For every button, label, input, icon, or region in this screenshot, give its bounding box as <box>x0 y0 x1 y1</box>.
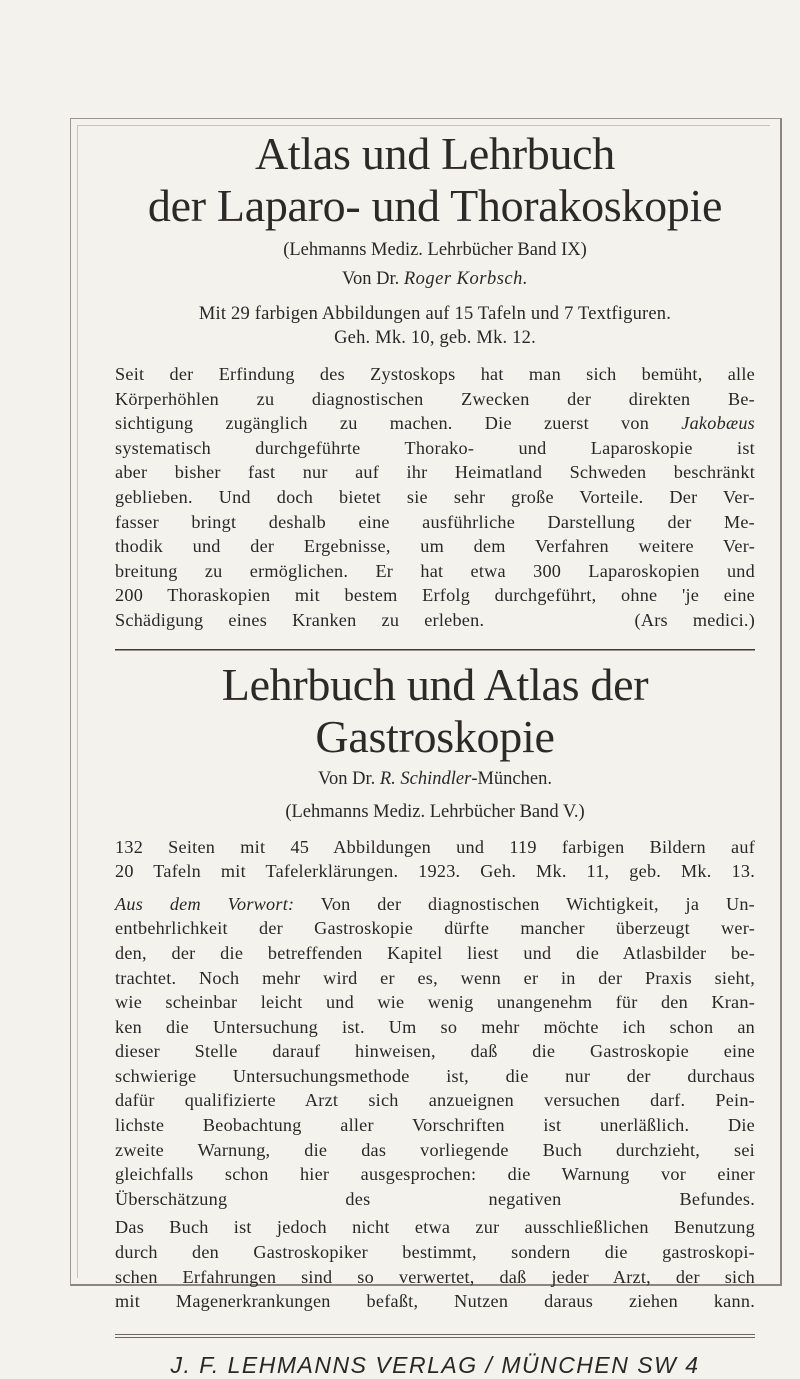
book1-meta-line2: Geh. Mk. 10, geb. Mk. 12. <box>334 328 536 348</box>
book2-foreword-line: ken die Untersuchung ist. Um so mehr möchte ich schon an <box>115 1016 755 1037</box>
book1-desc-line: Körperhöhlen zu diagnostischen Zwecken der direkten Be- <box>115 388 755 409</box>
book2-meta-line: 20 Tafeln mit Tafelerklärungen. 1923. Geh. Mk. 11, geb. Mk. 13. <box>115 861 755 882</box>
book2-foreword-line-text: Von der diagnostischen Wichtigkeit, ja Un- <box>294 893 755 914</box>
book2-closing-line: durch den Gastroskopiker bestimmt, sondern die gastroskopi- <box>115 1242 755 1263</box>
section-divider <box>115 649 755 651</box>
book2-author <box>115 767 755 792</box>
book2-foreword-line: zweite Warnung, die das vorliegende Buch durchzieht, sei <box>115 1139 755 1160</box>
book1-desc-line <box>115 411 755 436</box>
book1-author <box>115 267 755 292</box>
publisher-imprint: J. F. LEHMANNS VERLAG / MÜNCHEN SW 4 <box>170 1351 700 1378</box>
book1-desc-line: thodik und der Ergebnisse, um dem Verfahren weitere Ver- <box>115 536 755 557</box>
book2-title: Lehrbuch und Atlas der Gastroskopie <box>221 658 649 762</box>
book2-series: (Lehmanns Mediz. Lehrbücher Band V.) <box>285 801 585 822</box>
book-listing-gastroskopie <box>115 659 755 1314</box>
book2-foreword-line: wie scheinbar leicht und wie wenig unangenehm für den Kran- <box>115 992 755 1013</box>
book1-title-line1: Atlas und Lehrbuch <box>255 128 615 179</box>
book1-description <box>115 362 755 633</box>
book1-series: (Lehmanns Mediz. Lehrbücher Band IX) <box>283 240 587 260</box>
book2-foreword-line: entbehrlichkeit der Gastroskopie dürfte mancher überzeugt wer- <box>115 918 755 939</box>
book1-desc-line: 200 Thoraskopien mit bestem Erfolg durchgeführt, ohne 'je eine <box>115 585 755 606</box>
book2-foreword-line: trachtet. Noch mehr wird er es, wenn er in der Praxis sieht, <box>115 967 755 988</box>
book-listing-laparoskopie <box>115 128 755 633</box>
book2-closing-line: schen Erfahrungen sind so verwertet, daß jeder Arzt, der sich <box>115 1266 755 1287</box>
book2-foreword-line: schwierige Untersuchungsmethode ist, die nur der durchaus <box>115 1065 755 1086</box>
book2-foreword-line: dafür qualifizierte Arzt sich anzueignen versuchen darf. Pein- <box>115 1090 755 1111</box>
book2-author-suffix: -München. <box>471 768 552 789</box>
book2-closing-line: mit Magenerkrankungen befaßt, Nutzen daraus ziehen kann. <box>115 1291 755 1312</box>
book2-foreword-line: lichste Beobachtung aller Vorschriften ist unerläßlich. Die <box>115 1115 755 1136</box>
book2-foreword-line: den, der die betreffenden Kapitel liest und die Atlasbilder be- <box>115 942 755 963</box>
book2-meta <box>115 835 755 884</box>
book1-desc-line-text: sichtigung zugänglich zu machen. Die zuerst von <box>115 413 682 434</box>
book2-author-name: R. Schindler <box>379 768 472 789</box>
publisher-divider <box>115 1334 755 1338</box>
book2-author-prefix: Von Dr. <box>318 768 380 789</box>
book2-foreword-line <box>115 892 755 917</box>
book2-foreword-label: Aus dem Vorwort: <box>115 893 295 914</box>
book2-foreword-line: gleichfalls schon hier ausgesprochen: die Warnung vor einer <box>115 1164 755 1185</box>
book1-title-line2: der Laparo- und Thorakoskopie <box>147 180 723 231</box>
book2-foreword-line: dieser Stelle darauf hinweisen, daß die Gastroskopie eine <box>115 1041 755 1062</box>
book2-meta-line: 132 Seiten mit 45 Abbildungen und 119 farbigen Bildern auf <box>115 836 755 857</box>
book1-desc-italic-name: Jakobæus <box>681 413 755 434</box>
book2-foreword <box>115 892 755 1212</box>
book1-author-name: Roger Korbsch. <box>403 269 529 289</box>
book1-desc-line: breitung zu ermöglichen. Er hat etwa 300 Laparoskopien und <box>115 560 755 581</box>
book1-meta-line1: Mit 29 farbigen Abbildungen auf 15 Tafeln und 7 Textfiguren. <box>198 304 672 324</box>
book1-desc-line: systematisch durchgeführte Thorako- und Laparoskopie ist <box>115 437 755 458</box>
book1-desc-line: Schädigung eines Kranken zu erleben. (Ars medici.) <box>115 609 755 630</box>
book2-foreword-line: Überschätzung des negativen Befundes. <box>115 1188 755 1209</box>
book2-closing <box>115 1215 755 1313</box>
advertisement-page <box>115 128 755 1379</box>
book2-closing-line: Das Buch ist jedoch nicht etwa zur ausschließlichen Benutzung <box>115 1217 755 1238</box>
book1-author-prefix: Von Dr. <box>341 269 404 289</box>
book1-desc-line: fasser bringt deshalb eine ausführliche Darstellung der Me- <box>115 511 755 532</box>
book1-desc-line: aber bisher fast nur auf ihr Heimatland Schweden beschränkt <box>115 462 755 483</box>
book1-desc-line: geblieben. Und doch bietet sie sehr große Vorteile. Der Ver- <box>115 486 755 507</box>
book1-desc-line: Seit der Erfindung des Zystoskops hat man sich bemüht, alle <box>115 364 755 384</box>
